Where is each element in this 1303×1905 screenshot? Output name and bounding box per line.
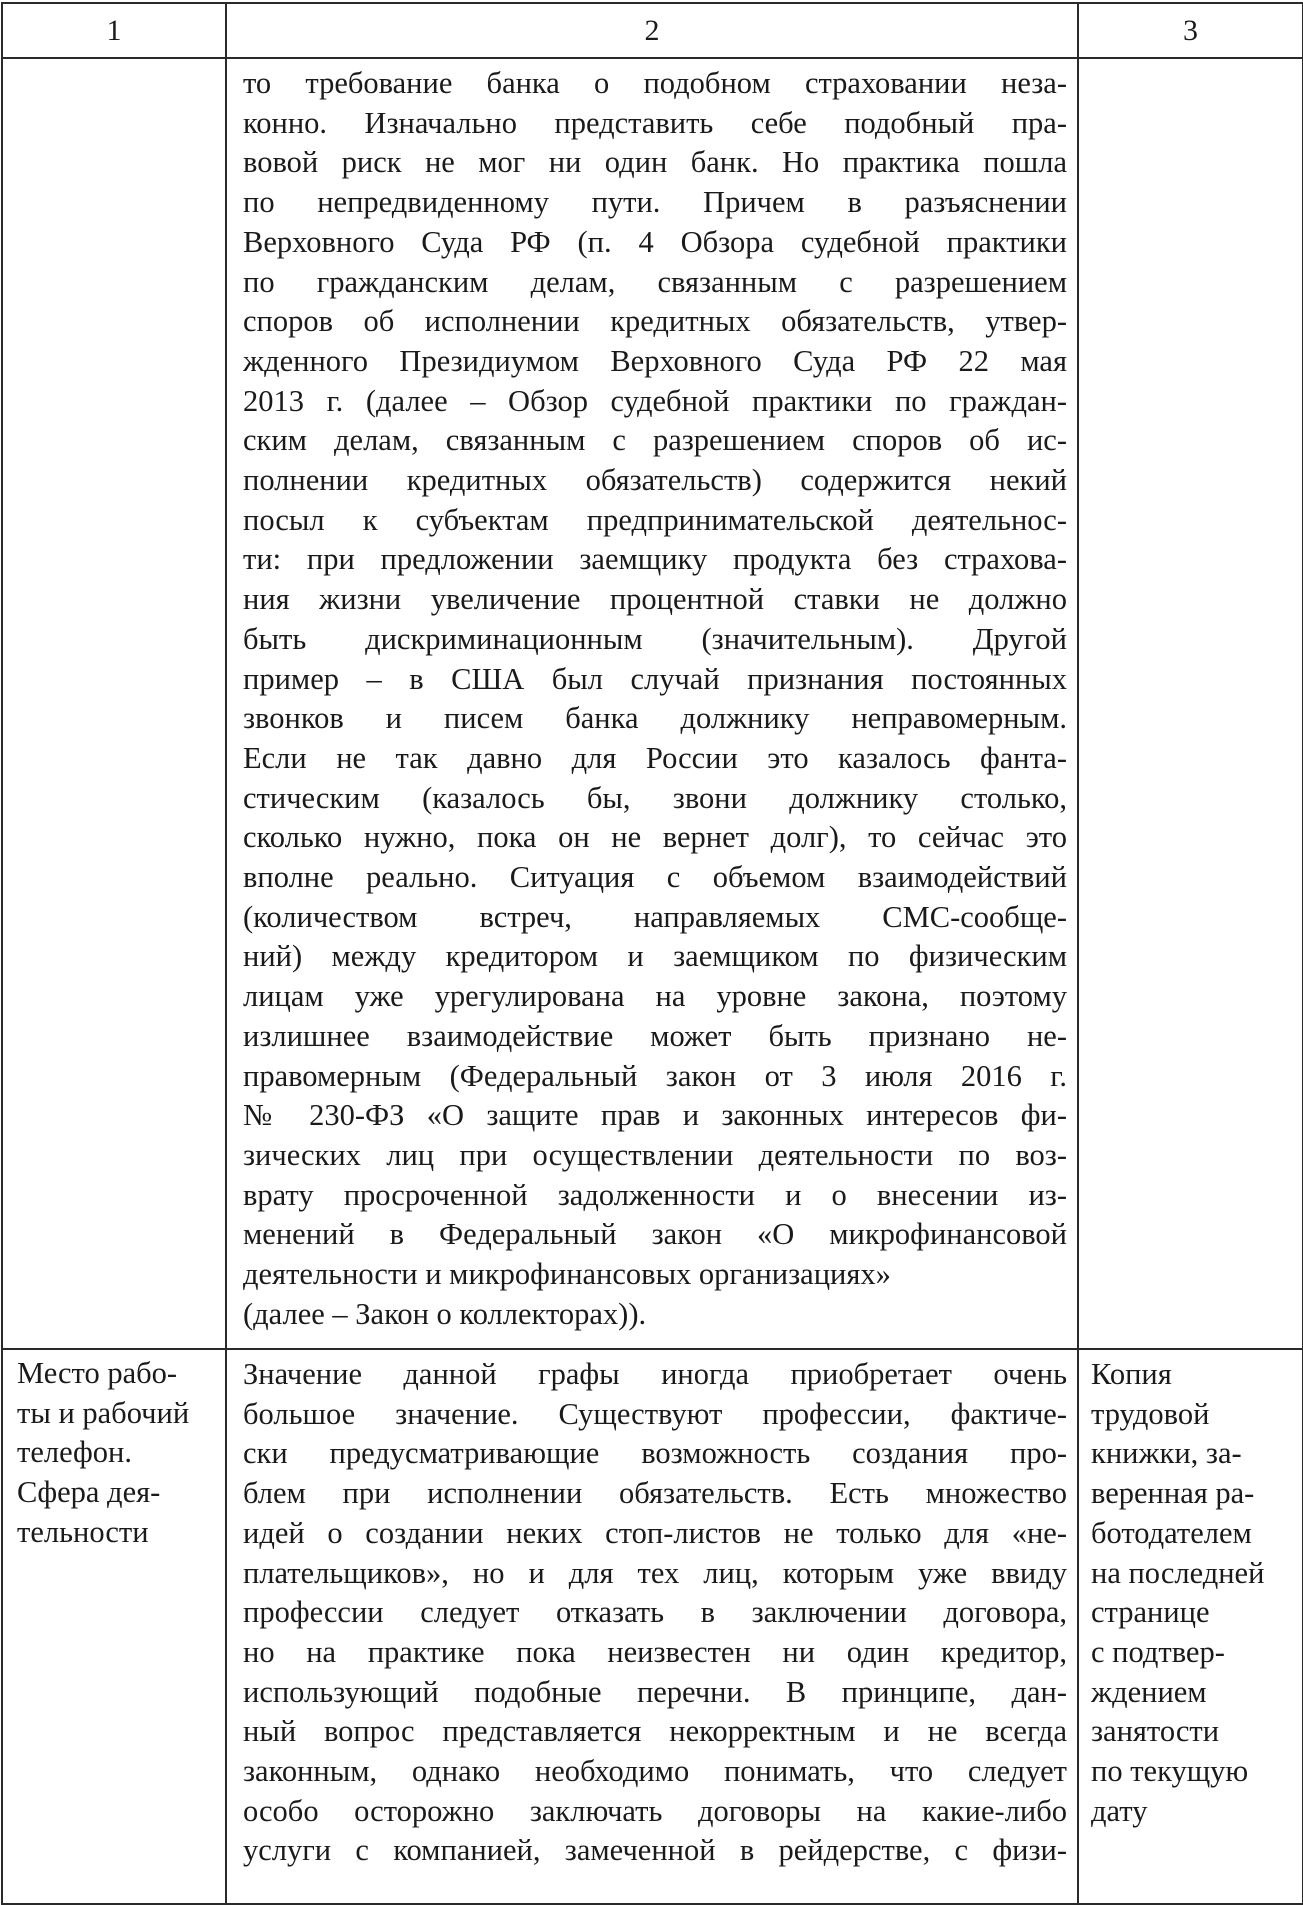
text-line: по текущую: [1091, 1754, 1249, 1789]
header-cell-3: 3: [1078, 3, 1303, 58]
row-2-col-2-cell: [226, 1349, 1078, 1904]
text-line: по непредвиденному пути. Причем в разъяснении: [243, 185, 1067, 220]
text-line: вполне реально. Ситуация с объемом взаимодействий: [243, 860, 1067, 895]
data-table: [1, 2, 1303, 1905]
text-line: Верховного Суда РФ (п. 4 Обзора судебной практики: [243, 224, 1067, 259]
text-line: плательщиков», но и для тех лиц, которым уже ввиду: [243, 1555, 1067, 1590]
row-2-col-2-text: [227, 1350, 1077, 1871]
text-line: лицам уже урегулирована на уровне закона, поэтому: [243, 979, 1067, 1014]
header-cell-2: 2: [226, 3, 1078, 58]
text-line: большое значение. Существуют профессии, фактиче-: [243, 1396, 1067, 1431]
text-line: правомерным (Федеральный закон от 3 июля 2016 г.: [243, 1058, 1067, 1093]
text-line: Место рабо-: [17, 1356, 178, 1390]
text-line: занятости: [1091, 1714, 1220, 1749]
text-line: странице: [1091, 1595, 1210, 1630]
text-line: идей о создании неких стоп-листов не только для «не-: [243, 1515, 1067, 1550]
row-1-col-1-cell: [2, 58, 226, 1349]
text-line: но на практике пока неизвестен ни один кредитор,: [243, 1634, 1067, 1669]
text-line: ный вопрос представляется некорректным и не всегда: [243, 1714, 1067, 1749]
text-line: ски предусматривающие возможность создания про-: [243, 1436, 1067, 1471]
text-line: ждением: [1091, 1674, 1207, 1709]
text-line: стическим (казалось бы, звони должнику столько,: [243, 780, 1067, 815]
text-line: законным, однако необходимо понимать, что следует: [243, 1754, 1067, 1789]
text-line: веренная ра-: [1091, 1476, 1255, 1511]
text-line: ским делам, связанным с разрешением споров об ис-: [243, 423, 1067, 458]
text-line: жденного Президиумом Верховного Суда РФ 22 мая: [243, 343, 1067, 378]
text-line: вовой риск не мог ни один банк. Но практика пошла: [243, 145, 1067, 180]
text-line: то требование банка о подобном страховании неза-: [243, 66, 1067, 100]
row-1-col-2-text: [227, 59, 1077, 1335]
text-line: телефон.: [17, 1435, 132, 1470]
text-line: дату: [1091, 1793, 1148, 1828]
text-line: (количеством встреч, направляемых СМС-сообще-: [243, 899, 1067, 934]
text-line: полнении кредитных обязательств) содержится некий: [243, 463, 1067, 498]
text-line: Сфера дея-: [17, 1475, 161, 1510]
text-line: ний) между кредитором и заемщиком по физическим: [243, 939, 1067, 974]
text-line: излишнее взаимодействие может быть признано не-: [243, 1018, 1067, 1053]
text-line: Если не так давно для России это казалось фанта-: [243, 740, 1067, 775]
text-line: ты и рабочий: [17, 1395, 190, 1430]
text-line: сколько нужно, пока он не вернет долг), то сейчас это: [243, 820, 1067, 855]
text-line: с подтвер-: [1091, 1634, 1225, 1669]
text-line: блем при исполнении обязательств. Есть множество: [243, 1476, 1067, 1511]
text-line: ти: при предложении заемщику продукта без страхова-: [243, 542, 1067, 577]
table-header-row: [2, 3, 1303, 58]
text-line: услуги с компанией, замеченной в рейдерстве, с физи-: [243, 1833, 1067, 1868]
row-1-col-3-text: [1079, 59, 1302, 64]
table-row: [2, 1349, 1303, 1904]
text-line: врату просроченной задолженности и о внесении из-: [243, 1177, 1067, 1212]
text-line: на последней: [1091, 1555, 1265, 1590]
text-line: тельности: [17, 1514, 149, 1549]
text-line: зических лиц при осуществлении деятельности по воз-: [243, 1137, 1067, 1172]
text-line: посыл к субъектам предпринимательской деятельнос-: [243, 502, 1067, 537]
text-line: Значение данной графы иногда приобретает очень: [243, 1357, 1067, 1391]
row-1-col-3-cell: [1078, 58, 1303, 1349]
text-line: (далее – Закон о коллекторах)).: [243, 1296, 647, 1331]
text-line: споров об исполнении кредитных обязательств, утвер-: [243, 304, 1067, 339]
text-line: профессии следует отказать в заключении договора,: [243, 1595, 1067, 1630]
header-cell-1: 1: [2, 3, 226, 58]
text-line: использующий подобные перечни. В принципе, дан-: [243, 1674, 1067, 1709]
text-line: 2013 г. (далее – Обзор судебной практики по граждан-: [243, 383, 1067, 418]
text-line: ния жизни увеличение процентной ставки не должно: [243, 582, 1067, 617]
text-line: менений в Федеральный закон «О микрофинансовой: [243, 1217, 1067, 1252]
row-2-col-3-cell: [1078, 1349, 1303, 1904]
row-2-col-3-text: [1079, 1350, 1302, 1831]
row-2-col-1-cell: [2, 1349, 226, 1904]
text-line: звонков и писем банка должнику неправомерным.: [243, 701, 1067, 736]
text-line: конно. Изначально представить себе подобный пра-: [243, 105, 1067, 140]
text-line: № 230-ФЗ «О защите прав и законных интересов фи-: [243, 1098, 1067, 1133]
row-1-col-2-cell: [226, 58, 1078, 1349]
row-2-col-1-text: [3, 1350, 225, 1553]
text-line: пример – в США был случай признания постоянных: [243, 661, 1067, 696]
table-row: [2, 58, 1303, 1349]
text-line: по гражданским делам, связанным с разрешением: [243, 264, 1067, 299]
text-line: деятельности и микрофинансовых организациях»: [243, 1257, 891, 1292]
text-line: ботодателем: [1091, 1515, 1252, 1550]
text-line: особо осторожно заключать договоры на какие-либо: [243, 1793, 1067, 1828]
row-1-col-1-text: [3, 59, 225, 63]
text-line: книжки, за-: [1091, 1436, 1242, 1471]
text-line: быть дискриминационным (значительным). Другой: [243, 621, 1067, 656]
text-line: трудовой: [1091, 1396, 1210, 1431]
text-line: Копия: [1091, 1357, 1172, 1391]
